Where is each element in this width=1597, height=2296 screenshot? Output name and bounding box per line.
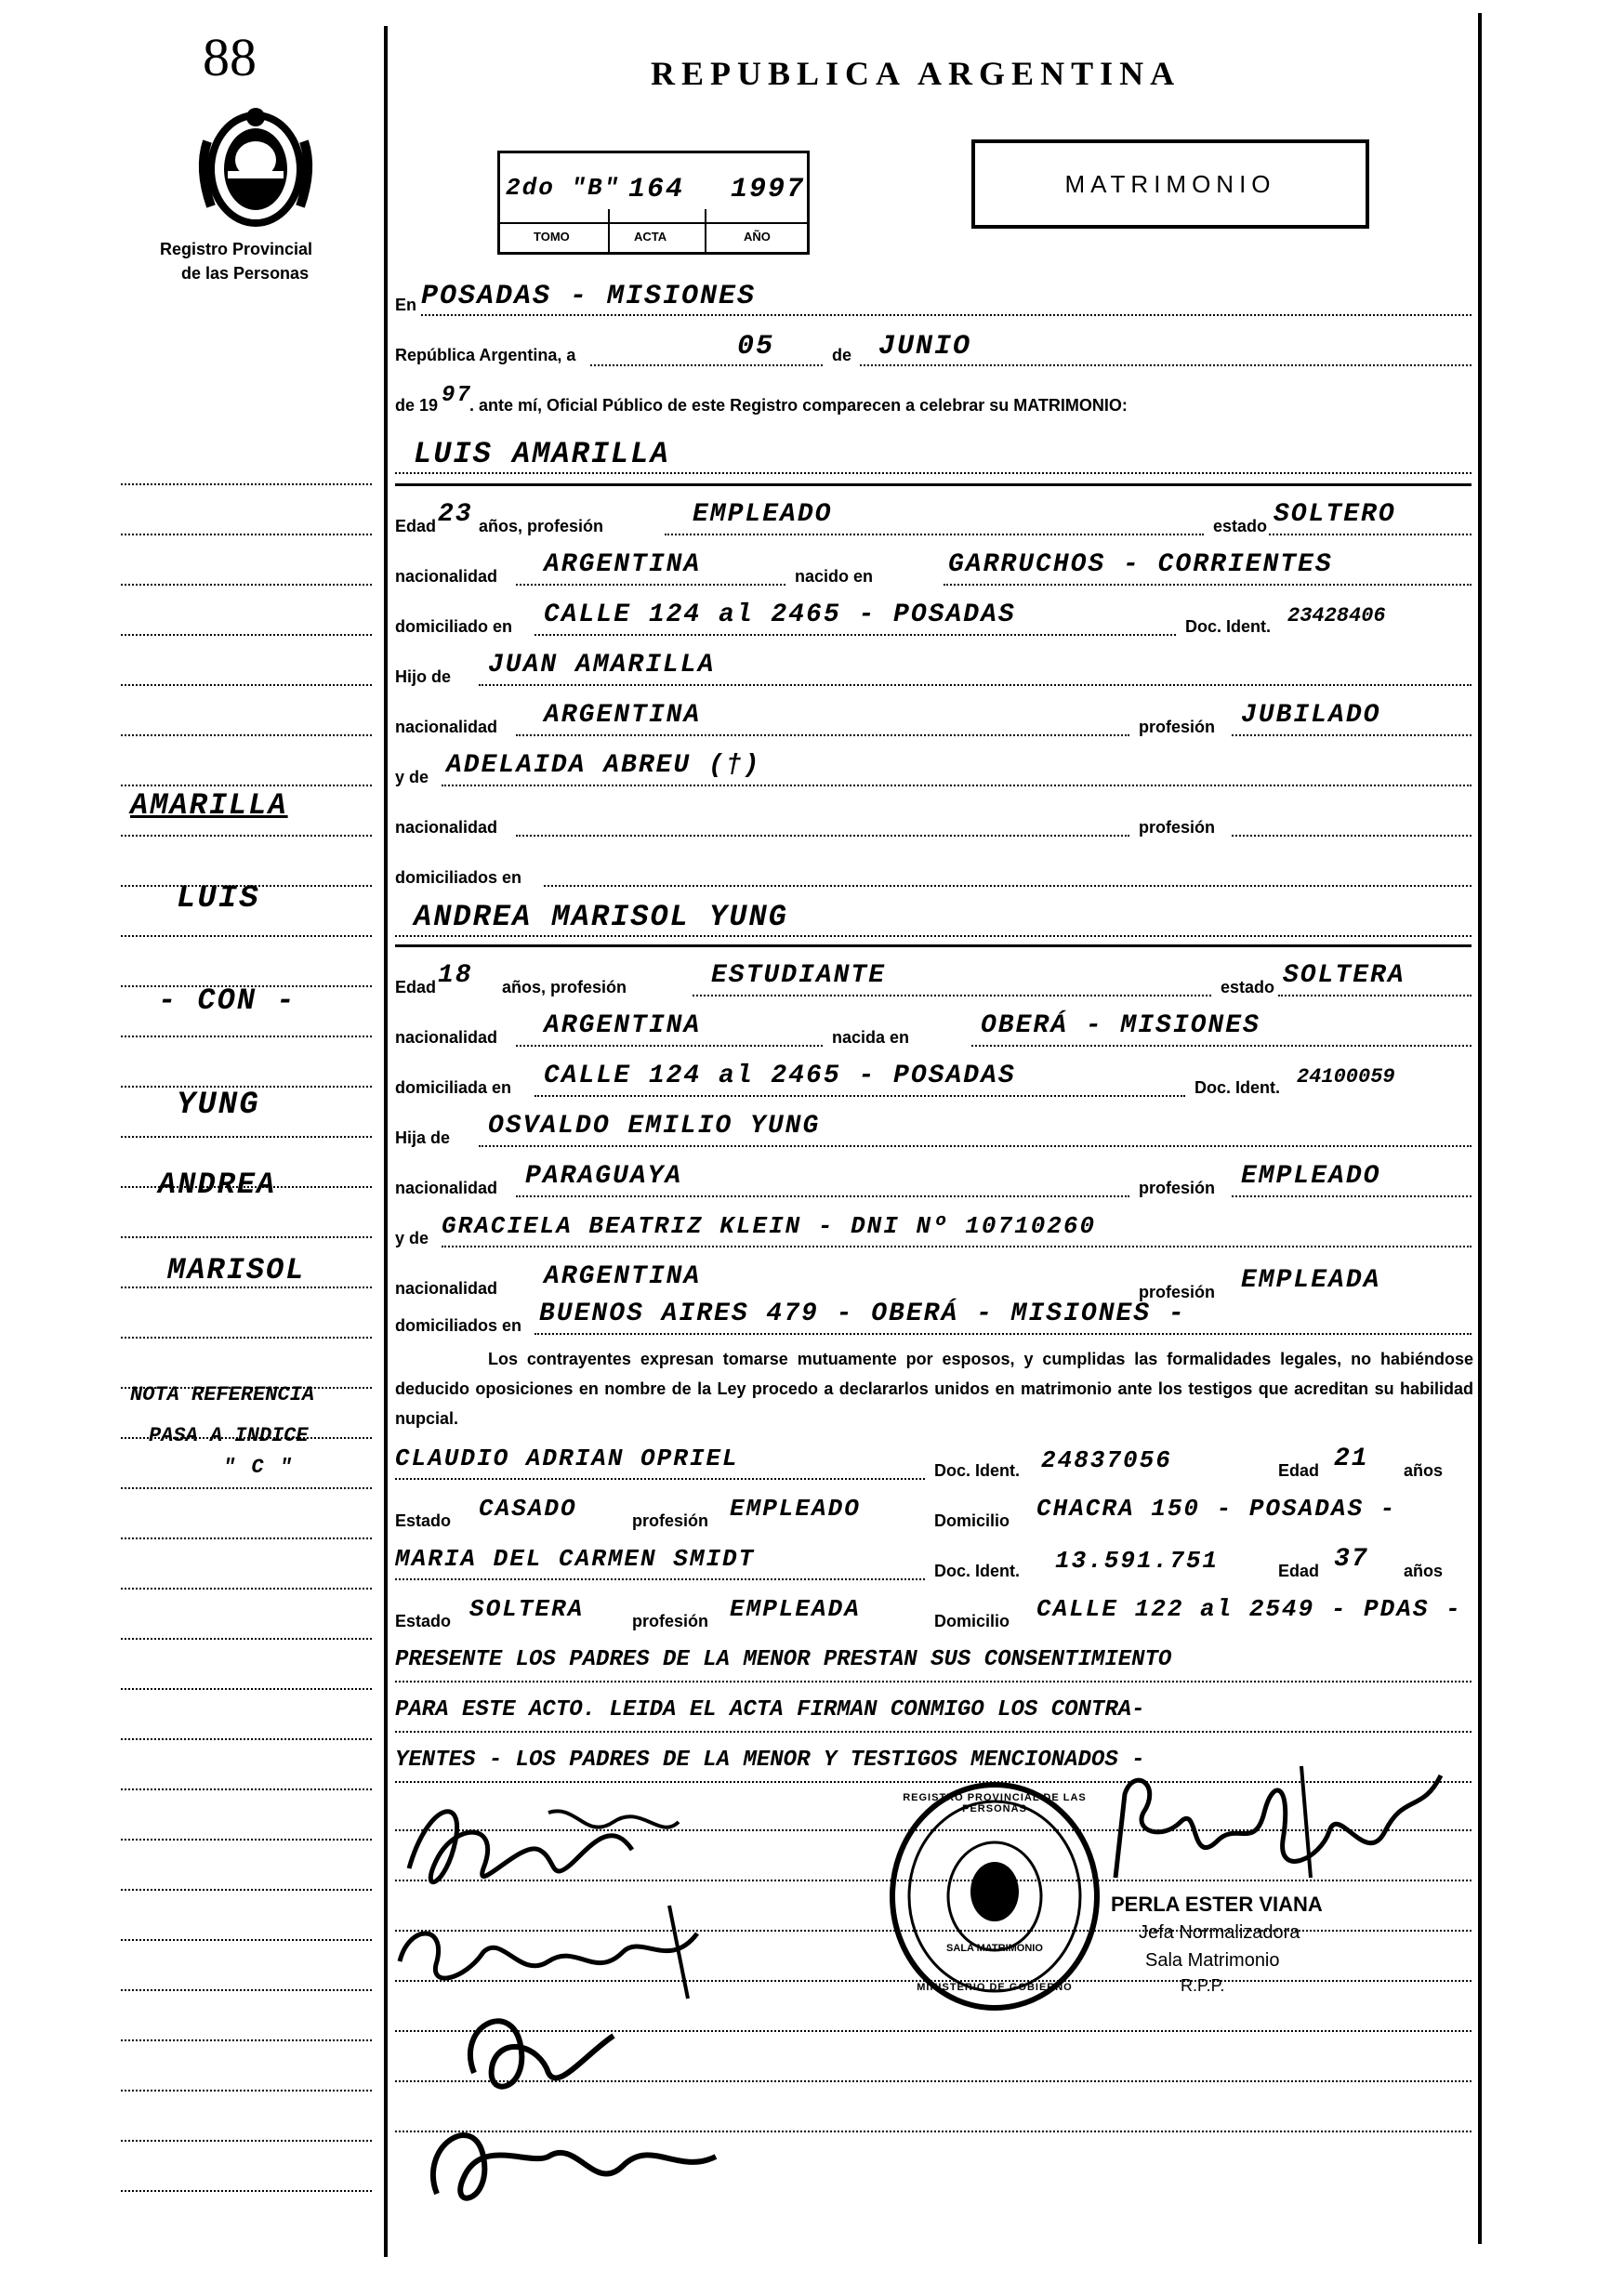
- bride-yde-label: y de: [395, 1229, 429, 1247]
- official-title1: Jefa Normalizadora: [1139, 1922, 1300, 1943]
- margin-name-bride1: ANDREA: [158, 1168, 277, 1202]
- groom-dom-label: domiciliado en: [395, 617, 513, 636]
- bride-mother-profession: EMPLEADA: [1241, 1266, 1381, 1295]
- groom-nacido-label: nacido en: [795, 567, 874, 586]
- witness1-anos-label: años: [1404, 1461, 1444, 1480]
- groom-mother: ADELAIDA ABREU (†): [446, 751, 761, 780]
- witness1-name: CLAUDIO ADRIAN OPRIEL: [395, 1445, 739, 1472]
- witness2-edad-label: Edad: [1278, 1562, 1320, 1580]
- right-border: [1478, 13, 1482, 2244]
- witness1-prof-label: profesión: [632, 1511, 709, 1530]
- en-label: En: [395, 296, 417, 314]
- witness2-prof-label: profesión: [632, 1612, 709, 1630]
- note-line-2: PARA ESTE ACTO. LEIDA EL ACTA FIRMAN CONMIGO LOS CONTRA-: [395, 1697, 1145, 1722]
- bride-nationality: ARGENTINA: [544, 1011, 702, 1040]
- margin-note1: NOTA REFERENCIA: [130, 1383, 315, 1406]
- groom-mother-nac-label: nacionalidad: [395, 818, 498, 837]
- official-seal: [883, 1775, 1106, 2017]
- witness2-profession: EMPLEADA: [730, 1595, 861, 1623]
- margin-note3: " C ": [223, 1456, 295, 1479]
- ante-text: . ante mí, Oficial Público de este Registro comparecen a celebrar su MATRIMONIO:: [469, 396, 1128, 415]
- seal-text-top: REGISTRO PROVINCIAL DE LAS PERSONAS: [903, 1792, 1087, 1814]
- seal-text-bottom: MINISTERIO DE GOBIERNO: [917, 1982, 1073, 1993]
- bride-doc-label: Doc. Ident.: [1194, 1078, 1281, 1097]
- groom-anos-prof-label: años, profesión: [479, 517, 604, 535]
- witness1-estado: CASADO: [479, 1495, 577, 1523]
- witness1-edad-label: Edad: [1278, 1461, 1320, 1480]
- margin-name-bride2: MARISOL: [167, 1253, 306, 1287]
- bride-edad-label: Edad: [395, 978, 437, 996]
- note-line-3: YENTES - LOS PADRES DE LA MENOR Y TESTIGOS MENCIONADOS -: [395, 1748, 1145, 1773]
- witness1-domicile: CHACRA 150 - POSADAS -: [1036, 1495, 1397, 1523]
- bride-estado-label: estado: [1221, 978, 1275, 996]
- bride-mother-nac-label: nacionalidad: [395, 1279, 498, 1298]
- note-line-1: PRESENTE LOS PADRES DE LA MENOR PRESTAN SUS CONSENTIMIENTO: [395, 1647, 1172, 1672]
- country-title: REPUBLICA ARGENTINA: [651, 55, 1181, 92]
- groom-mother-prof-label: profesión: [1139, 818, 1216, 837]
- groom-father: JUAN AMARILLA: [488, 651, 716, 680]
- signature-witness-1: [455, 1999, 660, 2110]
- bride-doc: 24100059: [1297, 1065, 1395, 1089]
- de-label: de: [832, 346, 852, 364]
- statement: Los contrayentes expresan tomarse mutuamente por esposos, y cumplidas las formalidades legales, no habiéndose deducido oposiciones en nombre de la Ley procedo a declararlos unidos en matrimonio ante los testigos que acreditan su habilidad nupcial.: [395, 1350, 1473, 1428]
- official-title3: R.P.P.: [1181, 1976, 1225, 1995]
- witness2-domicile: CALLE 122 al 2549 - PDAS -: [1036, 1595, 1462, 1623]
- page-number: 88: [203, 27, 257, 87]
- year-suffix: 97: [442, 383, 472, 408]
- official-title2: Sala Matrimonio: [1145, 1950, 1280, 1971]
- witness2-doc: 13.591.751: [1055, 1547, 1220, 1575]
- bride-parents-dom-label: domiciliados en: [395, 1316, 522, 1335]
- margin-surname-bride: YUNG: [177, 1088, 260, 1123]
- witness2-estado-label: Estado: [395, 1612, 452, 1630]
- bride-anos-prof-label: años, profesión: [502, 978, 627, 996]
- ano-value: 1997: [731, 174, 806, 205]
- bride-father-profession: EMPLEADO: [1241, 1162, 1381, 1191]
- margin-surname-groom: AMARILLA: [130, 788, 288, 823]
- place: POSADAS - MISIONES: [421, 281, 757, 312]
- witness2-dom-label: Domicilio: [934, 1612, 1010, 1630]
- groom-parents-dom-label: domiciliados en: [395, 868, 522, 887]
- bride-dom-label: domiciliada en: [395, 1078, 512, 1097]
- bride-nacida-label: nacida en: [832, 1028, 910, 1047]
- bride-name: ANDREA MARISOL YUNG: [414, 900, 788, 934]
- witness2-age: 37: [1334, 1545, 1369, 1574]
- bride-father-prof-label: profesión: [1139, 1179, 1216, 1197]
- acta-label: ACTA: [634, 230, 667, 244]
- groom-profession: EMPLEADO: [693, 500, 833, 529]
- witness1-doc: 24837056: [1041, 1446, 1172, 1474]
- acta-value: 164: [628, 174, 685, 205]
- groom-father-profession: JUBILADO: [1241, 701, 1381, 730]
- groom-doc-label: Doc. Ident.: [1185, 617, 1272, 636]
- bride-father-nac-label: nacionalidad: [395, 1179, 498, 1197]
- witness1-age: 21: [1334, 1445, 1369, 1473]
- groom-nac-label: nacionalidad: [395, 567, 498, 586]
- groom-estado-label: estado: [1213, 517, 1268, 535]
- groom-age: 23: [438, 500, 473, 529]
- witness1-dom-label: Domicilio: [934, 1511, 1010, 1530]
- witness1-estado-label: Estado: [395, 1511, 452, 1530]
- official-name: PERLA ESTER VIANA: [1111, 1893, 1323, 1916]
- registry-line1: Registro Provincial: [160, 240, 313, 258]
- witness2-anos-label: años: [1404, 1562, 1444, 1580]
- groom-edad-label: Edad: [395, 517, 437, 535]
- bride-mother: GRACIELA BEATRIZ KLEIN - DNI Nº 10710260: [442, 1212, 1097, 1240]
- groom-estado: SOLTERO: [1274, 500, 1396, 529]
- bride-father: OSVALDO EMILIO YUNG: [488, 1112, 821, 1141]
- republic-label: República Argentina, a: [395, 346, 576, 364]
- tomo-value: 2do "B": [506, 174, 621, 202]
- bride-profession: ESTUDIANTE: [711, 961, 887, 990]
- ano-label: AÑO: [744, 230, 771, 244]
- groom-father-nac-label: nacionalidad: [395, 718, 498, 736]
- witness1-doc-label: Doc. Ident.: [934, 1461, 1021, 1480]
- signature-witness-2: [409, 2101, 744, 2222]
- bride-father-nationality: PARAGUAYA: [525, 1162, 683, 1191]
- witness2-estado: SOLTERA: [469, 1595, 585, 1623]
- groom-yde-label: y de: [395, 768, 429, 786]
- witness1-profession: EMPLEADO: [730, 1495, 861, 1523]
- groom-father-nationality: ARGENTINA: [544, 701, 702, 730]
- bride-estado: SOLTERA: [1283, 961, 1406, 990]
- signature-groom: [400, 1785, 697, 1915]
- bride-mother-prof-label: profesión: [1139, 1283, 1216, 1301]
- bride-age: 18: [438, 961, 473, 990]
- groom-birthplace: GARRUCHOS - CORRIENTES: [948, 550, 1333, 579]
- groom-doc: 23428406: [1287, 604, 1386, 627]
- groom-father-prof-label: profesión: [1139, 718, 1216, 736]
- coat-of-arms-icon: [191, 104, 321, 234]
- signature-official: [1106, 1757, 1459, 1906]
- tomo-label: TOMO: [534, 230, 570, 244]
- bride-birthplace: OBERÁ - MISIONES: [981, 1011, 1260, 1040]
- registry-line2: de las Personas: [181, 264, 310, 283]
- margin-divider: [384, 26, 388, 2257]
- month: JUNIO: [878, 331, 972, 363]
- margin-note2: PASA A INDICE: [149, 1424, 309, 1447]
- seal-center: SALA MATRIMONIO: [946, 1943, 1043, 1954]
- record-type-box: [971, 139, 1369, 229]
- groom-nationality: ARGENTINA: [544, 550, 702, 579]
- groom-domicile: CALLE 124 al 2465 - POSADAS: [544, 600, 1016, 629]
- bride-hija-label: Hija de: [395, 1128, 451, 1147]
- year-prefix: de 19: [395, 396, 439, 415]
- book-box: [497, 151, 810, 255]
- groom-name: LUIS AMARILLA: [414, 437, 670, 471]
- witness2-doc-label: Doc. Ident.: [934, 1562, 1021, 1580]
- bride-parents-domicile: BUENOS AIRES 479 - OBERÁ - MISIONES -: [539, 1300, 1186, 1328]
- bride-mother-nationality: ARGENTINA: [544, 1262, 702, 1291]
- margin-con: - CON -: [158, 983, 297, 1018]
- margin-name-groom: LUIS: [177, 881, 260, 917]
- bride-domicile: CALLE 124 al 2465 - POSADAS: [544, 1062, 1016, 1090]
- witness2-name: MARIA DEL CARMEN SMIDT: [395, 1545, 756, 1573]
- day: 05: [737, 331, 775, 363]
- record-type: MATRIMONIO: [1064, 169, 1276, 198]
- bride-nac-label: nacionalidad: [395, 1028, 498, 1047]
- groom-hijo-label: Hijo de: [395, 667, 452, 686]
